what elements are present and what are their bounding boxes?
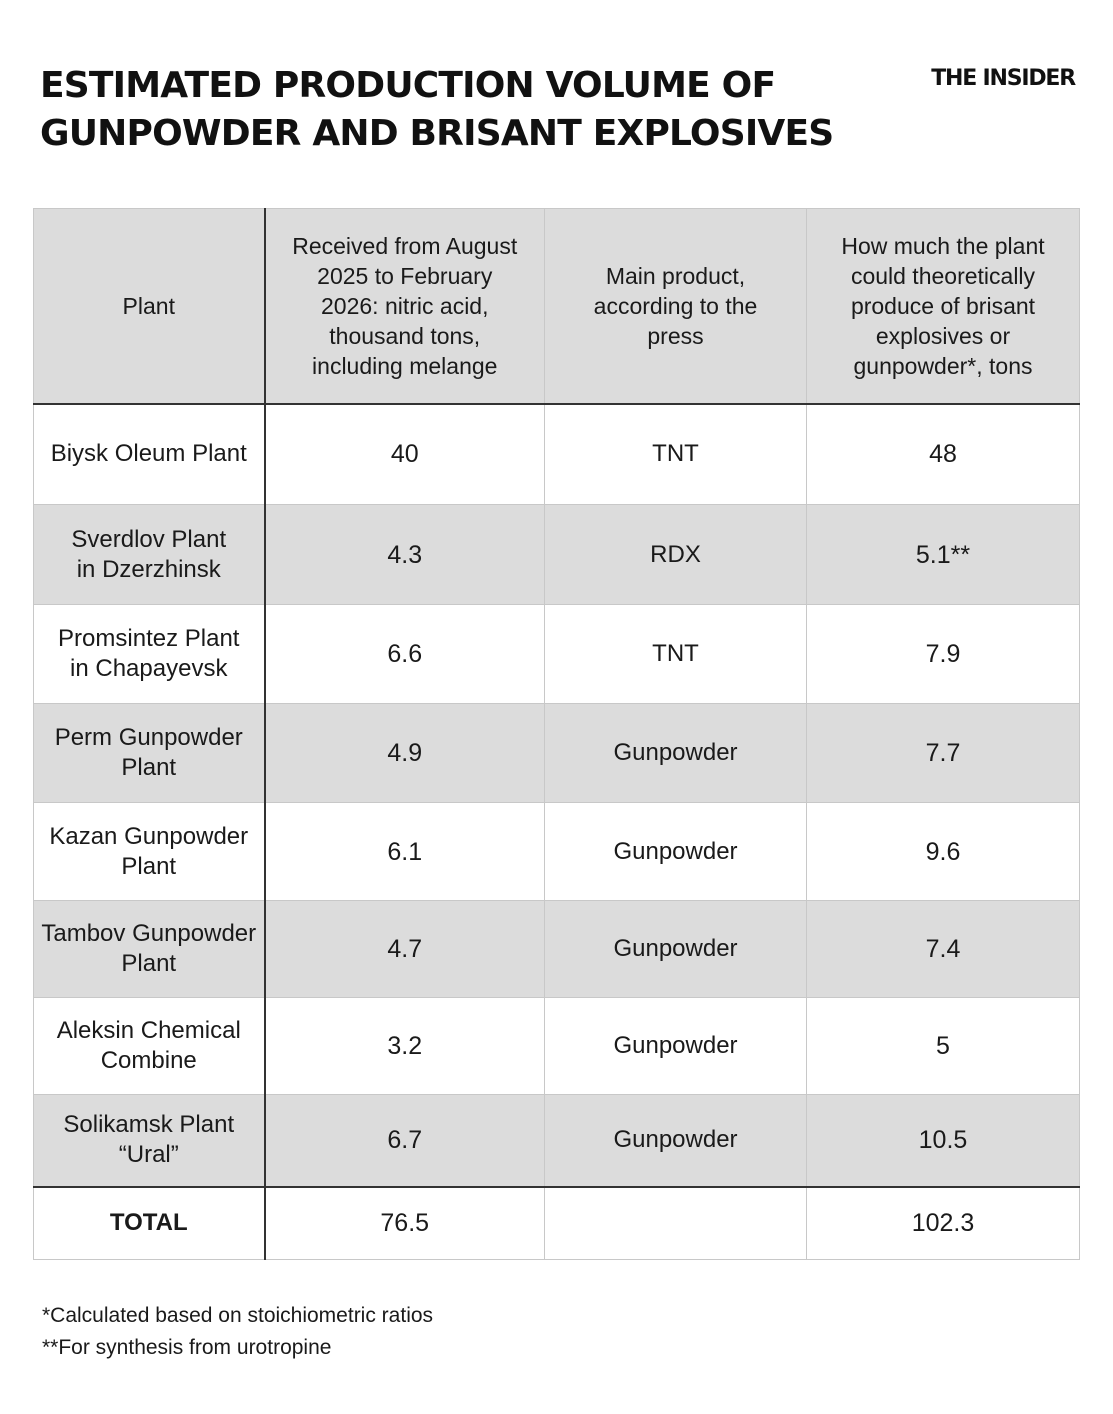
production-table	[33, 208, 1080, 1260]
cell-plant: Sverdlov Plant in Dzerzhinsk	[34, 505, 265, 605]
table-row	[34, 605, 1080, 704]
header-plant: Plant	[34, 209, 265, 404]
brand-logo: THE INSIDER	[931, 66, 1075, 91]
header-capacity: How much the plant could theoretically produce of brisant explosives or gunpowder*, tons	[807, 209, 1080, 404]
cell-main-product: TNT	[545, 605, 807, 704]
footnotes	[42, 1300, 433, 1364]
cell-capacity: 48	[807, 404, 1080, 505]
cell-nitric-acid: 4.9	[265, 704, 545, 803]
cell-main-product: RDX	[545, 505, 807, 605]
header-main-product: Main product, according to the press	[545, 209, 807, 404]
cell-capacity: 7.4	[807, 901, 1080, 998]
table-body	[34, 404, 1080, 1260]
cell-nitric-acid: 40	[265, 404, 545, 505]
total-label: TOTAL	[34, 1187, 265, 1260]
page-title-line-1: ESTIMATED PRODUCTION VOLUME OF	[40, 65, 776, 106]
cell-plant: Kazan Gunpowder Plant	[34, 803, 265, 901]
total-main-product	[545, 1187, 807, 1260]
cell-plant: Tambov Gunpowder Plant	[34, 901, 265, 998]
cell-plant: Perm Gunpowder Plant	[34, 704, 265, 803]
table-header-row	[34, 209, 1080, 404]
cell-main-product: TNT	[545, 404, 807, 505]
cell-plant: Promsintez Plant in Chapayevsk	[34, 605, 265, 704]
table-row	[34, 404, 1080, 505]
table-row	[34, 1095, 1080, 1187]
table-row	[34, 704, 1080, 803]
footnote-stoichiometric: *Calculated based on stoichiometric ratios	[42, 1304, 434, 1327]
total-row	[34, 1187, 1080, 1260]
page-title	[40, 62, 860, 158]
cell-nitric-acid: 4.3	[265, 505, 545, 605]
table-row	[34, 505, 1080, 605]
total-nitric-acid: 76.5	[265, 1187, 545, 1260]
cell-main-product: Gunpowder	[545, 803, 807, 901]
cell-capacity: 7.9	[807, 605, 1080, 704]
cell-plant: Aleksin Chemical Combine	[34, 998, 265, 1095]
cell-capacity: 5.1**	[807, 505, 1080, 605]
cell-capacity: 9.6	[807, 803, 1080, 901]
cell-main-product: Gunpowder	[545, 998, 807, 1095]
cell-nitric-acid: 3.2	[265, 998, 545, 1095]
header-nitric-acid: Received from August 2025 to February 2026: nitric acid, thousand tons, including melange	[265, 209, 545, 404]
footnote-urotropine: **For synthesis from urotropine	[42, 1336, 332, 1359]
total-capacity: 102.3	[807, 1187, 1080, 1260]
table-row	[34, 998, 1080, 1095]
cell-main-product: Gunpowder	[545, 901, 807, 998]
cell-plant: Solikamsk Plant “Ural”	[34, 1095, 265, 1187]
cell-nitric-acid: 6.1	[265, 803, 545, 901]
page-title-line-2: GUNPOWDER AND BRISANT EXPLOSIVES	[40, 113, 834, 154]
cell-plant: Biysk Oleum Plant	[34, 404, 265, 505]
cell-main-product: Gunpowder	[545, 704, 807, 803]
cell-nitric-acid: 6.7	[265, 1095, 545, 1187]
table-header	[34, 209, 1080, 404]
cell-capacity: 5	[807, 998, 1080, 1095]
cell-capacity: 10.5	[807, 1095, 1080, 1187]
cell-nitric-acid: 4.7	[265, 901, 545, 998]
cell-capacity: 7.7	[807, 704, 1080, 803]
cell-main-product: Gunpowder	[545, 1095, 807, 1187]
cell-nitric-acid: 6.6	[265, 605, 545, 704]
table-row	[34, 803, 1080, 901]
table-row	[34, 901, 1080, 998]
